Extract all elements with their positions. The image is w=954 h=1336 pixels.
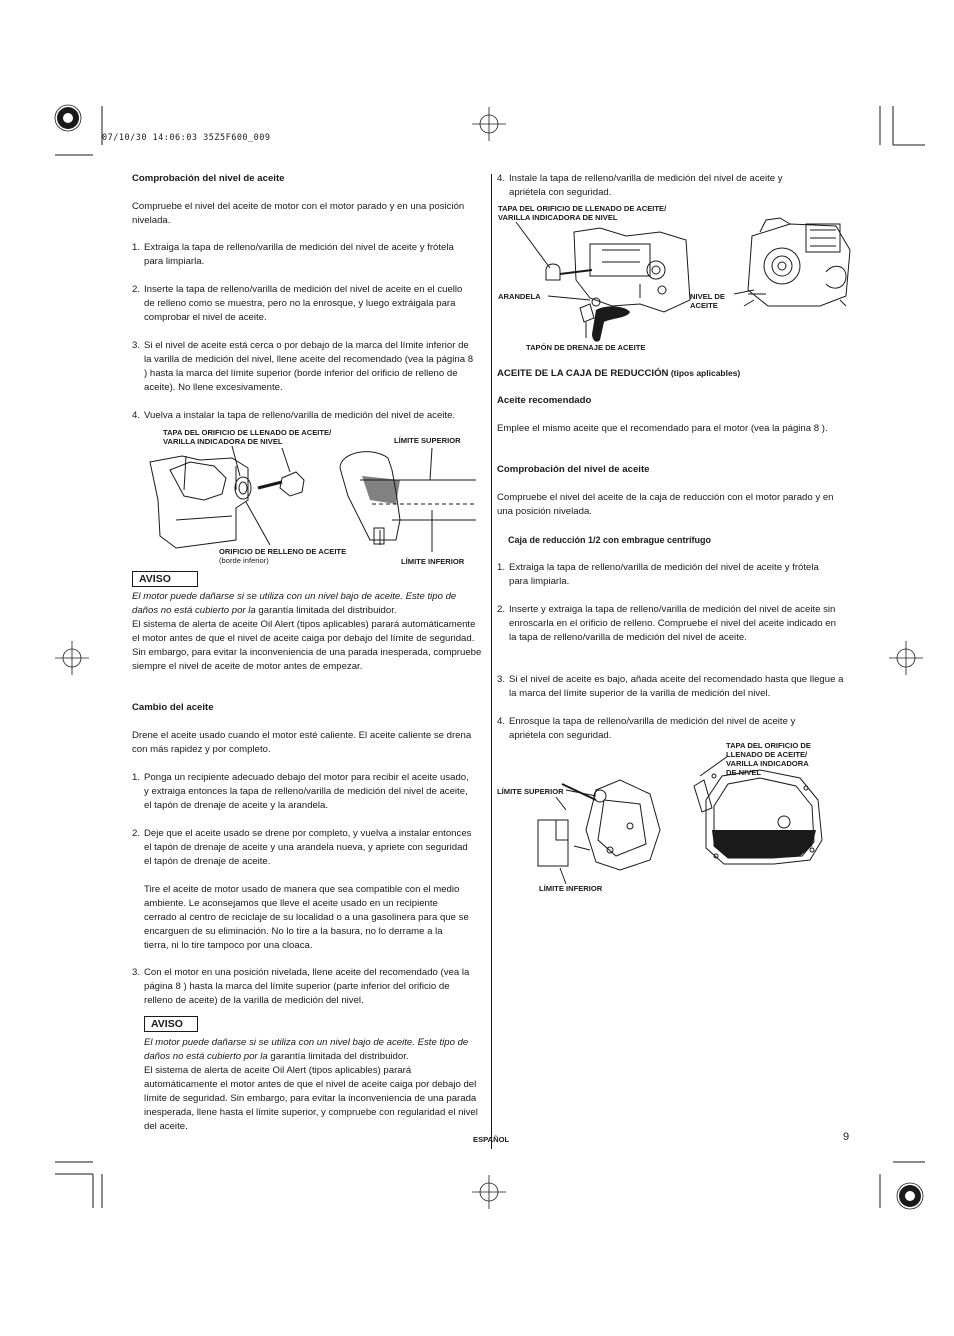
subheading-level-check: Comprobación del nivel de aceite [497, 464, 650, 475]
section-heading-reduction-case: ACEITE DE LA CAJA DE REDUCCIÓN (tipos aplicables) [497, 368, 741, 379]
list-item: 2. Inserte y extraiga la tapa de relleno/varilla de medición del nivel de aceite sin enroscarla en el orificio de relleno. Compruebe el nivel del aceite indicado en la tapa de relleno/varilla de medición del nivel de aceite. [497, 604, 836, 643]
page-number: 9 [843, 1131, 850, 1143]
figure-label: ACEITE [690, 301, 718, 310]
list-item: 1. Extraiga la tapa de relleno/varilla de medición del nivel de aceite y frótela para limpiarla. [132, 242, 454, 267]
paragraph-disposal: Tire el aceite de motor usado de manera que sea compatible con el medio ambiente. Le aconsejamos que lleve el aceite usado en un recipiente cerrado al centro de reciclaje de su localidad o a una gasolinera para que se encarguen de su eliminación. No lo tire a la basura, no lo derrame a la tierra, ni lo tire tampoco por una cloaca. [144, 884, 469, 951]
list-item: 1. Ponga un recipiente adecuado debajo del motor para recibir el aceite usado, y extraiga entonces la tapa de relleno/varilla de medición del nivel de aceite, el tapón de drenaje de aceite y la arandela. [132, 772, 469, 811]
notice-badge: AVISO [144, 1016, 198, 1032]
figure-label-upper-limit: LÍMITE SUPERIOR [497, 787, 564, 796]
section-heading-oil-level: Comprobación del nivel de aceite [132, 173, 285, 184]
figure-label: TAPA DEL ORIFICIO DE [726, 741, 811, 750]
figure-label: LLENADO DE ACEITE/ [726, 750, 808, 759]
paragraph-oil-alert: El sistema de alerta de aceite Oil Alert (tipos aplicables) parará automáticamente el motor antes de que el nivel de aceite caiga por debajo del límite de seguridad. Sin embargo, para evitar la inconveniencia de una parada inesperada, compruebe siempre el nivel de aceite de motor antes de empezar. [132, 619, 482, 672]
figure-label-upper-limit: LÍMITE SUPERIOR [394, 436, 461, 445]
figure-label: VARILLA INDICADORA DE NIVEL [163, 437, 283, 446]
figure-label: NIVEL DE [690, 292, 725, 301]
paragraph-oil-alert: El sistema de alerta de aceite Oil Alert (tipos aplicables) parará automáticamente el motor antes de que el nivel de aceite caiga por debajo del límite de seguridad. Sin embargo, para evitar la inconveniencia de una parada inesperada, llene hasta el límite superior, y compruebe con regularidad el nivel del aceite. [144, 1065, 478, 1132]
figure-label: ORIFICIO DE RELLENO DE ACEITE [219, 547, 347, 556]
figure-label-washer: ARANDELA [498, 292, 541, 301]
list-item: 2. Deje que el aceite usado se drene por completo, y vuelva a instalar entonces el tapón de drenaje de aceite y una arandela nueva, y apriete con seguridad el tapón de drenaje de aceite. [132, 828, 472, 867]
figure-label: VARILLA INDICADORA DE NIVEL [498, 213, 618, 222]
list-item: 4. Enrosque la tapa de relleno/varilla de medición del nivel de aceite y apriétela con seguridad. [497, 716, 796, 741]
subheading-reduction-1-2: Caja de reducción 1/2 con embrague centrífugo [508, 535, 712, 545]
subheading-recommended-oil: Aceite recomendado [497, 395, 592, 406]
footer-language: ESPAÑOL [473, 1135, 510, 1144]
figure-label-lower-limit: LÍMITE INFERIOR [401, 557, 465, 566]
list-item: 3. Si el nivel de aceite es bajo, añada aceite del recomendado hasta que llegue a la marca del límite superior de la varilla de medición del nivel. [497, 674, 844, 699]
paragraph-check-intro: Compruebe el nivel del aceite de motor con el motor parado y en una posición nivelada. [132, 201, 465, 226]
list-item: 4. Instale la tapa de relleno/varilla de medición del nivel de aceite y apriétela con seguridad. [497, 173, 783, 198]
print-code: 07/10/30 14:06:03 35Z5F600_009 [102, 133, 271, 143]
notice-badge: AVISO [132, 571, 198, 587]
paragraph-drain: Drene el aceite usado cuando el motor esté caliente. El aceite caliente se drena con más rapidez y por completo. [132, 730, 472, 755]
list-item: 3. Si el nivel de aceite está cerca o por debajo de la marca del límite inferior de la varilla de medición del nivel, llene aceite del recomendado (vea la página 8 ) hasta la marca del límite superior (borde inferior del orificio de relleno de aceite). No llene excesivamente. [132, 340, 474, 393]
figure-label: (borde inferior) [219, 556, 269, 565]
figure-label-lower-limit: LÍMITE INFERIOR [539, 884, 603, 893]
list-item: 1. Extraiga la tapa de relleno/varilla de medición del nivel de aceite y frótela para limpiarla. [497, 562, 819, 587]
list-item: 2. Inserte la tapa de relleno/varilla de medición del nivel de aceite en el cuello de relleno como se muestra, pero no la enrosque, y luego extráigala para comprobar el nivel de aceite. [132, 284, 463, 323]
figure-label: DE NIVEL [726, 768, 762, 777]
figure-label-drain-plug: TAPÓN DE DRENAJE DE ACEITE [526, 343, 646, 352]
paragraph-level-check: Compruebe el nivel del aceite de la caja de reducción con el motor parado y en una posición nivelada. [497, 492, 834, 517]
figure-label: VARILLA INDICADORA [726, 759, 809, 768]
notice-text: El motor puede dañarse si se utiliza con un nivel bajo de aceite. Este tipo de daños no está cubierto por la garantía limitada del distribuidor. [132, 591, 457, 616]
section-heading-oil-change: Cambio del aceite [132, 702, 214, 713]
list-item: 4. Vuelva a instalar la tapa de relleno/varilla de medición del nivel de aceite. [132, 410, 456, 421]
column-divider [491, 174, 492, 1149]
notice-text: El motor puede dañarse si se utiliza con un nivel bajo de aceite. Este tipo de daños no está cubierto por la garantía limitada del distribuidor. [144, 1037, 469, 1062]
paragraph-recommended-oil: Emplee el mismo aceite que el recomendado para el motor (vea la página 8 ). [497, 423, 828, 434]
figure-label: TAPA DEL ORIFICIO DE LLENADO DE ACEITE/ [163, 428, 332, 437]
list-item: 3. Con el motor en una posición nivelada, llene aceite del recomendado (vea la página 8 ) hasta la marca del límite superior (parte inferior del orificio de relleno de aceite) de la varilla de medición del nivel. [132, 967, 470, 1006]
figure-label: TAPA DEL ORIFICIO DE LLENADO DE ACEITE/ [498, 204, 667, 213]
